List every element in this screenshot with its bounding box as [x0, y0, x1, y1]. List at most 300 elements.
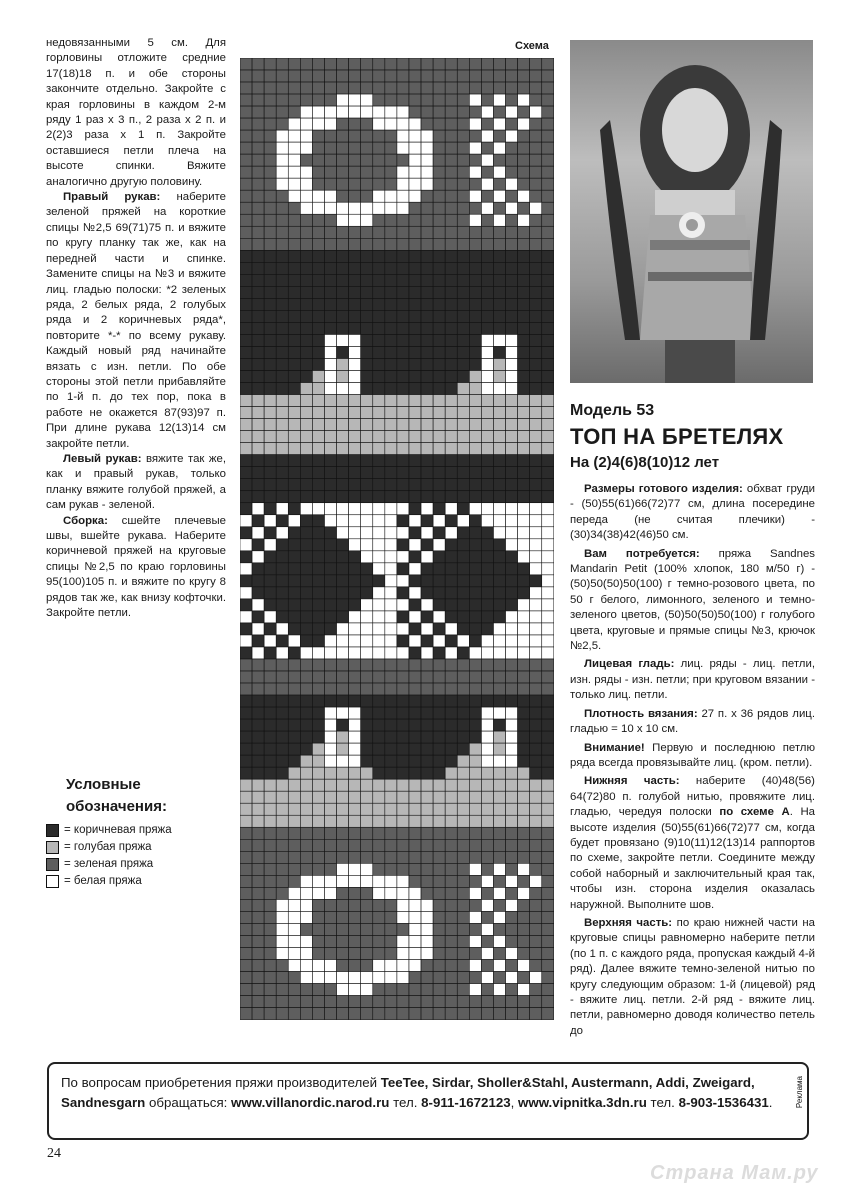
- chart-cell: [397, 383, 409, 395]
- chart-cell: [409, 142, 421, 154]
- chart-cell: [542, 563, 554, 575]
- chart-cell: [276, 647, 288, 659]
- chart-cell: [397, 479, 409, 491]
- chart-cell: [421, 130, 433, 142]
- chart-cell: [518, 190, 530, 202]
- chart-cell: [361, 960, 373, 972]
- chart-cell: [397, 395, 409, 407]
- chart-cell: [445, 214, 457, 226]
- chart-cell: [530, 527, 542, 539]
- chart-cell: [252, 984, 264, 996]
- chart-cell: [421, 346, 433, 358]
- chart-cell: [397, 527, 409, 539]
- chart-cell: [457, 443, 469, 455]
- chart-cell: [433, 851, 445, 863]
- chart-cell: [493, 371, 505, 383]
- chart-cell: [481, 70, 493, 82]
- chart-cell: [252, 851, 264, 863]
- chart-cell: [530, 1008, 542, 1020]
- chart-cell: [240, 467, 252, 479]
- chart-cell: [385, 791, 397, 803]
- chart-cell: [276, 575, 288, 587]
- chart-cell: [312, 707, 324, 719]
- chart-cell: [445, 887, 457, 899]
- chart-cell: [324, 743, 336, 755]
- chart-cell: [288, 214, 300, 226]
- chart-cell: [493, 491, 505, 503]
- chart-cell: [385, 743, 397, 755]
- chart-cell: [385, 226, 397, 238]
- chart-cell: [421, 58, 433, 70]
- chart-cell: [409, 467, 421, 479]
- chart-cell: [518, 322, 530, 334]
- chart-cell: [530, 863, 542, 875]
- chart-cell: [433, 118, 445, 130]
- chart-cell: [252, 491, 264, 503]
- lower-text-a: наберите (40)48(56) 64(72)80 п. голубой нитью, провяжите лиц. гладью, чередуя полоски: [570, 775, 815, 819]
- chart-cell: [409, 202, 421, 214]
- chart-cell: [337, 767, 349, 779]
- chart-cell: [530, 298, 542, 310]
- chart-cell: [240, 695, 252, 707]
- chart-cell: [397, 899, 409, 911]
- chart-cell: [300, 190, 312, 202]
- chart-cell: [530, 935, 542, 947]
- chart-cell: [506, 671, 518, 683]
- chart-cell: [240, 587, 252, 599]
- chart-cell: [397, 947, 409, 959]
- chart-cell: [445, 935, 457, 947]
- chart-cell: [373, 563, 385, 575]
- chart-cell: [409, 82, 421, 94]
- chart-cell: [373, 647, 385, 659]
- chart-cell: [385, 719, 397, 731]
- chart-cell: [481, 923, 493, 935]
- chart-cell: [276, 923, 288, 935]
- chart-cell: [337, 984, 349, 996]
- chart-cell: [506, 503, 518, 515]
- chart-cell: [506, 491, 518, 503]
- chart-cell: [240, 503, 252, 515]
- chart-cell: [506, 346, 518, 358]
- chart-cell: [493, 250, 505, 262]
- chart-cell: [312, 960, 324, 972]
- chart-cell: [264, 563, 276, 575]
- chart-cell: [518, 479, 530, 491]
- chart-cell: [385, 286, 397, 298]
- chart-cell: [542, 407, 554, 419]
- chart-cell: [506, 419, 518, 431]
- chart-cell: [373, 70, 385, 82]
- chart-cell: [481, 142, 493, 154]
- chart-cell: [481, 166, 493, 178]
- chart-cell: [264, 202, 276, 214]
- chart-cell: [445, 779, 457, 791]
- chart-cell: [493, 695, 505, 707]
- chart-cell: [397, 755, 409, 767]
- chart-cell: [397, 58, 409, 70]
- density-text: 27 п. х 36 рядов лиц. гладью = 10 х 10 см.: [570, 707, 815, 736]
- chart-cell: [373, 250, 385, 262]
- chart-cell: [349, 972, 361, 984]
- chart-cell: [542, 395, 554, 407]
- chart-cell: [349, 539, 361, 551]
- chart-cell: [264, 371, 276, 383]
- chart-cell: [337, 479, 349, 491]
- chart-cell: [385, 972, 397, 984]
- chart-cell: [518, 70, 530, 82]
- chart-cell: [445, 923, 457, 935]
- chart-cell: [421, 118, 433, 130]
- chart-cell: [337, 863, 349, 875]
- chart-cell: [542, 214, 554, 226]
- chart-cell: [264, 851, 276, 863]
- chart-cell: [349, 359, 361, 371]
- chart-cell: [276, 911, 288, 923]
- chart-cell: [276, 334, 288, 346]
- chart-cell: [518, 419, 530, 431]
- chart-cell: [530, 250, 542, 262]
- chart-cell: [469, 695, 481, 707]
- chart-cell: [518, 587, 530, 599]
- chart-cell: [542, 262, 554, 274]
- chart-cell: [530, 791, 542, 803]
- chart-cell: [469, 118, 481, 130]
- chart-cell: [518, 238, 530, 250]
- chart-cell: [457, 659, 469, 671]
- footer-sep: ,: [510, 1095, 519, 1110]
- paragraph-upper-part: [570, 916, 815, 1039]
- chart-cell: [361, 226, 373, 238]
- chart-cell: [312, 863, 324, 875]
- chart-cell: [324, 863, 336, 875]
- chart-cell: [240, 659, 252, 671]
- chart-cell: [469, 431, 481, 443]
- chart-cell: [530, 431, 542, 443]
- chart-cell: [397, 731, 409, 743]
- chart-cell: [457, 82, 469, 94]
- chart-cell: [469, 875, 481, 887]
- chart-cell: [542, 383, 554, 395]
- chart-cell: [312, 334, 324, 346]
- assembly-label: Сборка:: [63, 514, 108, 527]
- chart-cell: [252, 419, 264, 431]
- chart-cell: [324, 419, 336, 431]
- chart-cell: [349, 803, 361, 815]
- chart-cell: [373, 226, 385, 238]
- chart-cell: [349, 407, 361, 419]
- chart-cell: [433, 539, 445, 551]
- chart-cell: [349, 1008, 361, 1020]
- chart-cell: [337, 815, 349, 827]
- chart-cell: [300, 671, 312, 683]
- chart-cell: [264, 815, 276, 827]
- chart-cell: [421, 731, 433, 743]
- chart-cell: [457, 707, 469, 719]
- chart-cell: [385, 94, 397, 106]
- chart-cell: [385, 70, 397, 82]
- chart-cell: [361, 611, 373, 623]
- chart-cell: [324, 166, 336, 178]
- chart-cell: [349, 827, 361, 839]
- chart-cell: [337, 467, 349, 479]
- chart-cell: [288, 575, 300, 587]
- chart-cell: [264, 395, 276, 407]
- chart-cell: [518, 779, 530, 791]
- chart-cell: [530, 731, 542, 743]
- chart-cell: [264, 839, 276, 851]
- chart-cell: [337, 611, 349, 623]
- chart-cell: [252, 479, 264, 491]
- chart-cell: [252, 346, 264, 358]
- chart-cell: [240, 250, 252, 262]
- chart-cell: [542, 178, 554, 190]
- chart-cell: [276, 250, 288, 262]
- chart-cell: [300, 407, 312, 419]
- chart-cell: [240, 70, 252, 82]
- chart-cell: [240, 575, 252, 587]
- chart-cell: [300, 70, 312, 82]
- chart-cell: [421, 827, 433, 839]
- chart-cell: [373, 695, 385, 707]
- chart-cell: [530, 851, 542, 863]
- chart-cell: [264, 431, 276, 443]
- chart-cell: [421, 154, 433, 166]
- ages-subtitle: На (2)4(6)8(10)12 лет: [570, 454, 720, 471]
- chart-cell: [481, 743, 493, 755]
- chart-cell: [506, 755, 518, 767]
- chart-cell: [397, 659, 409, 671]
- chart-cell: [493, 563, 505, 575]
- chart-cell: [397, 346, 409, 358]
- lower-scheme: по схеме А: [719, 806, 790, 819]
- chart-cell: [397, 202, 409, 214]
- chart-cell: [506, 527, 518, 539]
- chart-cell: [409, 190, 421, 202]
- chart-cell: [361, 527, 373, 539]
- chart-cell: [276, 851, 288, 863]
- chart-cell: [506, 82, 518, 94]
- chart-cell: [506, 815, 518, 827]
- chart-cell: [240, 166, 252, 178]
- chart-cell: [361, 887, 373, 899]
- chart-cell: [397, 887, 409, 899]
- chart-cell: [276, 58, 288, 70]
- chart-cell: [385, 443, 397, 455]
- chart-cell: [312, 346, 324, 358]
- chart-cell: [349, 551, 361, 563]
- chart-cell: [240, 226, 252, 238]
- chart-cell: [337, 94, 349, 106]
- chart-cell: [506, 539, 518, 551]
- chart-cell: [337, 527, 349, 539]
- chart-cell: [493, 611, 505, 623]
- chart-cell: [397, 851, 409, 863]
- chart-cell: [276, 935, 288, 947]
- chart-cell: [518, 875, 530, 887]
- chart-cell: [349, 479, 361, 491]
- chart-cell: [445, 827, 457, 839]
- chart-cell: [421, 996, 433, 1008]
- chart-cell: [421, 887, 433, 899]
- chart-cell: [276, 984, 288, 996]
- chart-cell: [373, 94, 385, 106]
- chart-cell: [445, 82, 457, 94]
- chart-cell: [469, 683, 481, 695]
- chart-cell: [385, 659, 397, 671]
- chart-cell: [493, 899, 505, 911]
- chart-cell: [421, 659, 433, 671]
- chart-cell: [312, 767, 324, 779]
- chart-cell: [264, 407, 276, 419]
- chart-cell: [397, 334, 409, 346]
- chart-cell: [252, 755, 264, 767]
- chart-cell: [506, 563, 518, 575]
- chart-cell: [481, 731, 493, 743]
- chart-cell: [252, 623, 264, 635]
- chart-cell: [361, 479, 373, 491]
- chart-cell: [542, 719, 554, 731]
- chart-cell: [361, 383, 373, 395]
- chart-cell: [252, 743, 264, 755]
- chart-cell: [252, 563, 264, 575]
- chart-cell: [312, 70, 324, 82]
- chart-cell: [373, 274, 385, 286]
- chart-cell: [530, 359, 542, 371]
- chart-cell: [252, 178, 264, 190]
- chart-cell: [373, 755, 385, 767]
- chart-cell: [252, 286, 264, 298]
- chart-cell: [397, 743, 409, 755]
- chart-cell: [373, 202, 385, 214]
- chart-cell: [264, 791, 276, 803]
- chart-cell: [349, 815, 361, 827]
- chart-cell: [349, 310, 361, 322]
- chart-cell: [542, 443, 554, 455]
- chart-cell: [433, 407, 445, 419]
- chart-cell: [421, 70, 433, 82]
- chart-cell: [542, 166, 554, 178]
- chart-cell: [349, 743, 361, 755]
- chart-cell: [433, 503, 445, 515]
- chart-cell: [445, 695, 457, 707]
- chart-cell: [421, 214, 433, 226]
- chart-cell: [312, 190, 324, 202]
- chart-cell: [506, 383, 518, 395]
- chart-cell: [324, 106, 336, 118]
- chart-cell: [481, 334, 493, 346]
- chart-cell: [385, 575, 397, 587]
- chart-cell: [240, 214, 252, 226]
- chart-cell: [493, 587, 505, 599]
- chart-cell: [518, 815, 530, 827]
- chart-cell: [421, 359, 433, 371]
- chart-cell: [530, 322, 542, 334]
- chart-cell: [542, 575, 554, 587]
- chart-cell: [337, 443, 349, 455]
- chart-cell: [493, 996, 505, 1008]
- chart-cell: [445, 515, 457, 527]
- chart-cell: [457, 419, 469, 431]
- chart-cell: [385, 118, 397, 130]
- chart-cell: [276, 779, 288, 791]
- chart-cell: [433, 563, 445, 575]
- chart-cell: [288, 70, 300, 82]
- chart-cell: [445, 503, 457, 515]
- chart-cell: [518, 623, 530, 635]
- chart-cell: [542, 106, 554, 118]
- chart-cell: [421, 82, 433, 94]
- chart-cell: [481, 250, 493, 262]
- chart-cell: [469, 190, 481, 202]
- chart-cell: [518, 286, 530, 298]
- chart-cell: [385, 635, 397, 647]
- chart-cell: [385, 671, 397, 683]
- chart-cell: [288, 587, 300, 599]
- chart-cell: [300, 359, 312, 371]
- chart-cell: [397, 82, 409, 94]
- chart-cell: [373, 719, 385, 731]
- chart-cell: [288, 503, 300, 515]
- chart-cell: [506, 551, 518, 563]
- chart-cell: [457, 334, 469, 346]
- chart-cell: [481, 527, 493, 539]
- chart-cell: [530, 491, 542, 503]
- chart-cell: [300, 106, 312, 118]
- chart-cell: [506, 803, 518, 815]
- chart-cell: [493, 755, 505, 767]
- chart-cell: [506, 262, 518, 274]
- chart-cell: [252, 190, 264, 202]
- chart-cell: [433, 683, 445, 695]
- chart-cell: [252, 82, 264, 94]
- chart-cell: [530, 178, 542, 190]
- chart-cell: [397, 154, 409, 166]
- chart-cell: [518, 142, 530, 154]
- chart-cell: [276, 214, 288, 226]
- chart-cell: [469, 996, 481, 1008]
- chart-cell: [264, 972, 276, 984]
- chart-cell: [457, 154, 469, 166]
- chart-cell: [349, 875, 361, 887]
- chart-cell: [530, 383, 542, 395]
- chart-cell: [421, 106, 433, 118]
- chart-cell: [385, 647, 397, 659]
- chart-cell: [276, 899, 288, 911]
- chart-cell: [457, 142, 469, 154]
- chart-cell: [457, 743, 469, 755]
- chart-cell: [240, 359, 252, 371]
- chart-cell: [445, 815, 457, 827]
- chart-cell: [493, 551, 505, 563]
- page-number: 24: [47, 1146, 61, 1161]
- chart-cell: [264, 551, 276, 563]
- chart-cell: [457, 503, 469, 515]
- chart-cell: [481, 298, 493, 310]
- chart-cell: [421, 455, 433, 467]
- chart-cell: [481, 106, 493, 118]
- chart-cell: [349, 647, 361, 659]
- chart-cell: [252, 863, 264, 875]
- chart-cell: [409, 226, 421, 238]
- chart-cell: [469, 611, 481, 623]
- chart-cell: [421, 407, 433, 419]
- chart-cell: [530, 875, 542, 887]
- chart-cell: [337, 947, 349, 959]
- chart-cell: [361, 130, 373, 142]
- chart-cell: [530, 563, 542, 575]
- chart-cell: [276, 587, 288, 599]
